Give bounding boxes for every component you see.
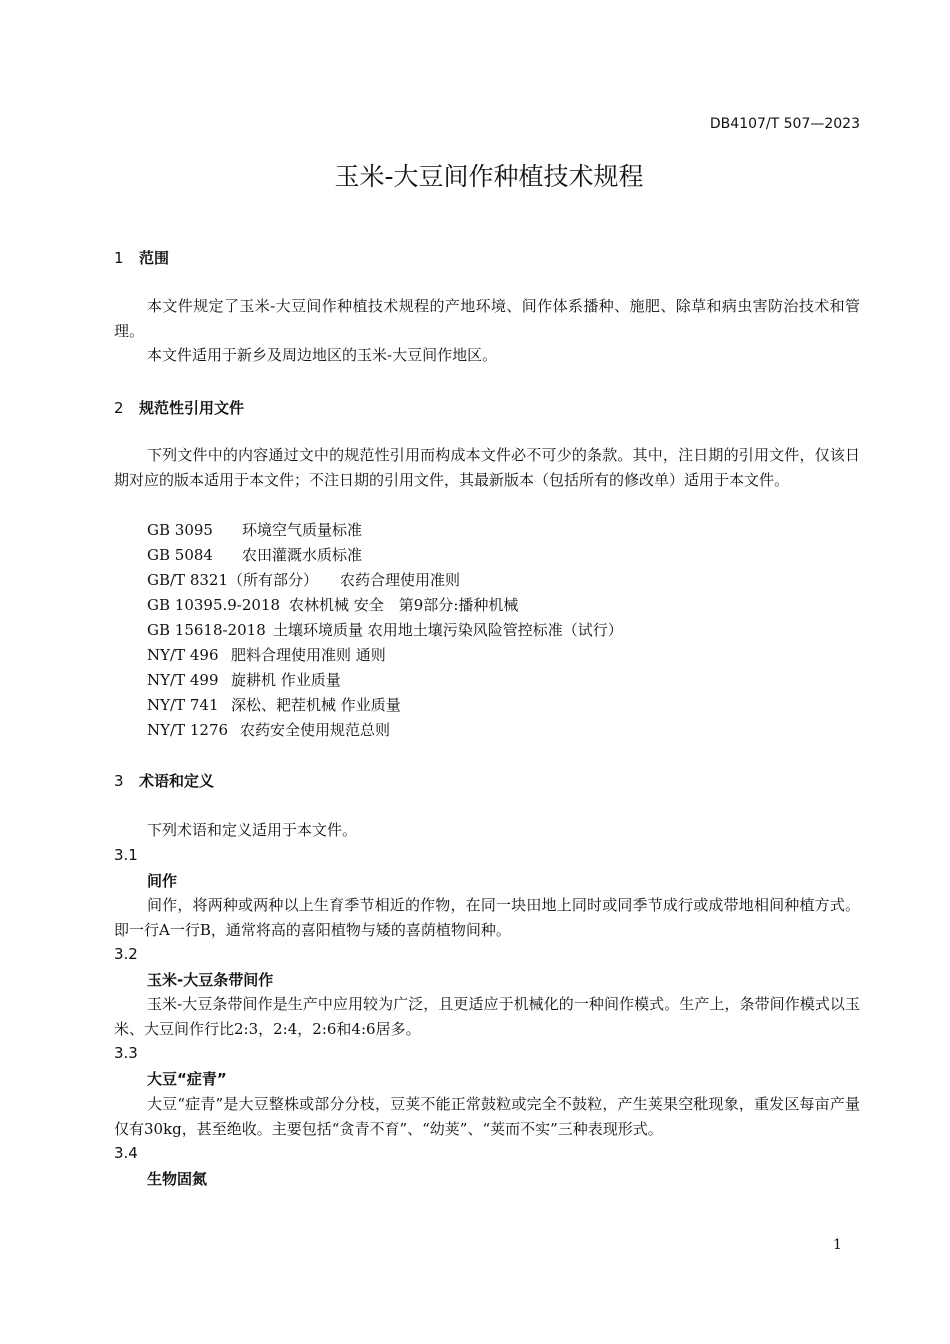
reference-name: 农药安全使用规范总则	[240, 721, 391, 739]
reference-code: NY/T 741	[147, 696, 219, 714]
reference-code: GB 3095	[147, 521, 213, 539]
term-definition: 间作，将两种或两种以上生育季节相近的作物，在同一块田地上同时或同季节成行或成带地相间种植方式。即一行A一行B，通常将高的喜阳植物与矮的喜荫植物间种。	[114, 896, 860, 939]
reference-name: 环境空气质量标准	[242, 521, 363, 539]
reference-item	[147, 644, 386, 665]
section-1-paragraph-1: 本文件规定了玉米-大豆间作种植技术规程的产地环境、间作体系播种、施肥、除草和病虫害防治技术和管理。	[114, 297, 860, 340]
clause-number: 3.3	[114, 1044, 138, 1062]
section-1-paragraph-2: 本文件适用于新乡及周边地区的玉米-大豆间作地区。	[147, 346, 498, 364]
term-title: 间作	[147, 872, 178, 890]
section-number: 2	[114, 399, 124, 417]
section-title: 术语和定义	[139, 772, 215, 790]
clause-number: 3.2	[114, 945, 138, 963]
reference-code: GB 15618-2018	[147, 621, 266, 639]
section-2-heading	[114, 397, 244, 418]
term-title: 玉米-大豆条带间作	[147, 971, 274, 989]
reference-code: NY/T 1276	[147, 721, 229, 739]
reference-name: 肥料合理使用准则 通则	[231, 646, 386, 664]
reference-code: NY/T 499	[147, 671, 219, 689]
page-number: 1	[833, 1237, 842, 1253]
reference-name: 旋耕机 作业质量	[231, 671, 341, 689]
reference-code: GB 5084	[147, 546, 213, 564]
section-title: 范围	[139, 249, 170, 267]
reference-name: 农药合理使用准则	[340, 571, 461, 589]
document-code: DB4107/T 507—2023	[709, 116, 860, 132]
reference-item	[147, 619, 623, 640]
term-title: 生物固氮	[147, 1170, 208, 1188]
section-1-heading	[114, 247, 169, 268]
section-3-intro: 下列术语和定义适用于本文件。	[147, 821, 358, 839]
reference-code: GB 10395.9-2018	[147, 596, 281, 614]
section-3-heading	[114, 770, 214, 791]
reference-name: 农林机械 安全 第9部分:播种机械	[289, 596, 519, 614]
reference-name: 土壤环境质量 农用地土壤污染风险管控标准（试行）	[273, 621, 623, 639]
reference-item	[147, 569, 460, 590]
section-2-paragraph: 下列文件中的内容通过文中的规范性引用而构成本文件必不可少的条款。其中，注日期的引用文件，仅该日期对应的版本适用于本文件；不注日期的引用文件，其最新版本（包括所有的修改单）适用于本文件。	[114, 446, 860, 489]
reference-item	[147, 719, 390, 740]
reference-name: 深松、耙茬机械 作业质量	[231, 696, 401, 714]
section-number: 3	[114, 772, 124, 790]
reference-code: NY/T 496	[147, 646, 219, 664]
reference-code: GB/T 8321（所有部分）	[147, 571, 319, 589]
term-definition: 玉米-大豆条带间作是生产中应用较为广泛，且更适应于机械化的一种间作模式。生产上，条带间作模式以玉米、大豆间作行比2:3，2:4，2:6和4:6居多。	[114, 995, 860, 1038]
reference-item	[147, 519, 362, 540]
reference-item	[147, 594, 518, 615]
section-title: 规范性引用文件	[139, 399, 245, 417]
clause-number: 3.4	[114, 1144, 138, 1162]
reference-name: 农田灌溉水质标准	[242, 546, 363, 564]
reference-item	[147, 669, 341, 690]
section-number: 1	[114, 249, 124, 267]
term-title: 大豆“症青”	[147, 1070, 227, 1088]
term-definition: 大豆“症青”是大豆整株或部分分枝，豆荚不能正常鼓粒或完全不鼓粒，产生荚果空秕现象，重发区每亩产量仅有30kg，甚至绝收。主要包括“贪青不育”、“幼荚”、“荚而不实”三种表现形式。	[114, 1095, 860, 1138]
reference-item	[147, 694, 401, 715]
document-title: 玉米-大豆间作种植技术规程	[334, 162, 644, 191]
reference-item	[147, 544, 362, 565]
clause-number: 3.1	[114, 846, 138, 864]
